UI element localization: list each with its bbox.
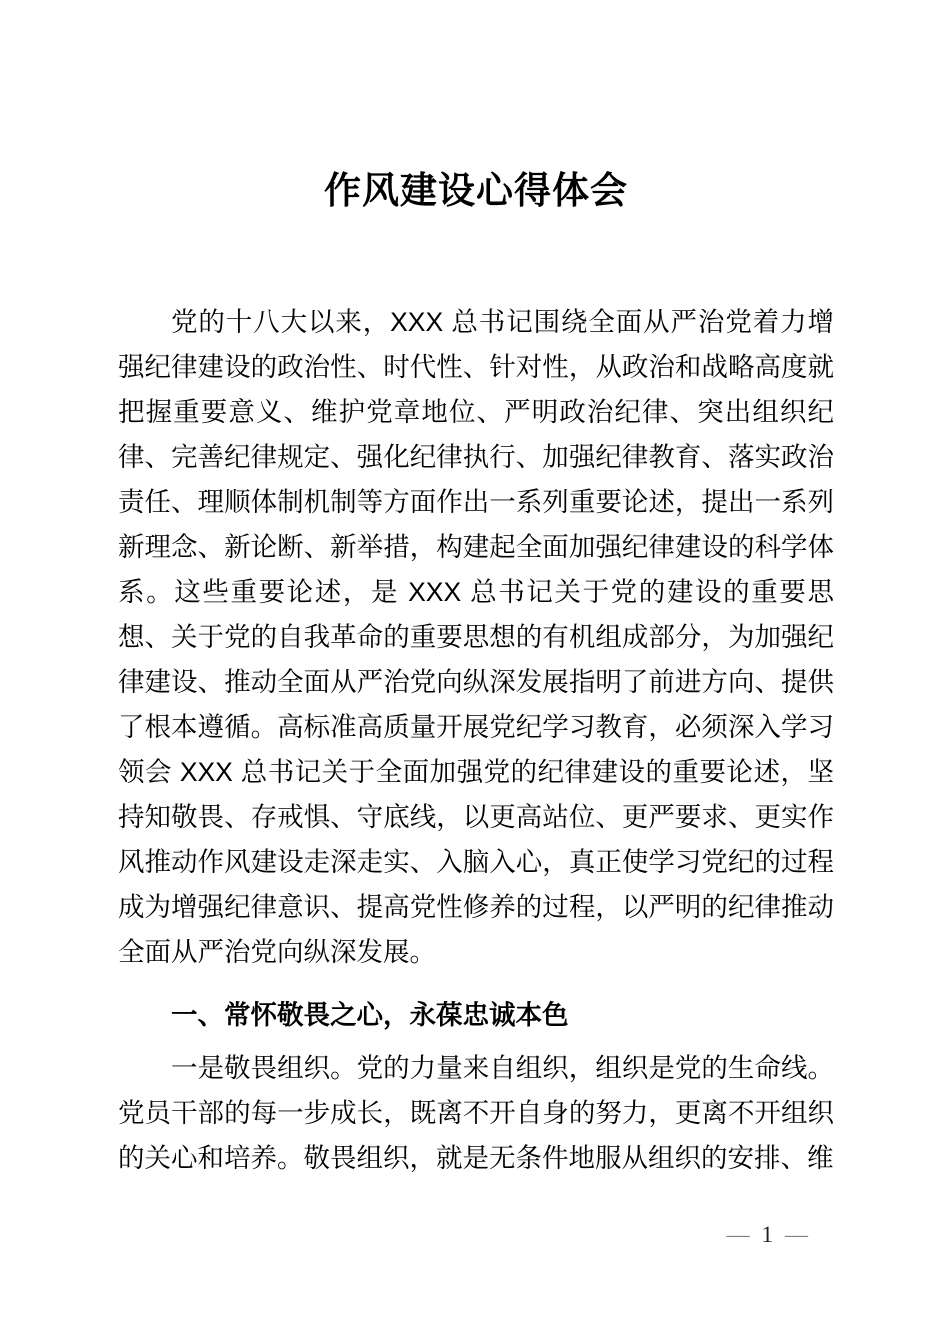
paragraph-section-1-point-1: 一是敬畏组织。党的力量来自组织，组织是党的生命线。党员干部的每一步成长，既离不开自身的努力，更离不开组织的关心和培养。敬畏组织，就是无条件地服从组织的安排、维 [118, 1053, 834, 1173]
footer-dash-left: — [726, 1222, 750, 1247]
section-1-heading: 一、常怀敬畏之心，永葆忠诚本色 [171, 1000, 569, 1030]
page-footer [727, 1222, 809, 1248]
document-content [118, 0, 834, 1181]
document-title [118, 166, 834, 216]
document-title-text: 作风建设心得体会 [324, 170, 628, 211]
footer-page-number: 1 [761, 1222, 773, 1247]
paragraph-introduction: 党的十八大以来，XXX 总书记围绕全面从严治党着力增强纪律建设的政治性、时代性、针对性，从政治和战略高度就把握重要意义、维护党章地位、严明政治纪律、突出组织纪律、完善纪律规定、强化纪律执行、加强纪律教育、落实政治责任、理顺体制机制等方面作出一系列重要论述，提出一系列新理念、新论断、新举措，构建起全面加强纪律建设的科学体系。这些重要论述，是 XXX 总书记关于党的建设的重要思想、关于党的自我革命的重要思想的有机组成部分，为加强纪律建设、推动全面从严治党向纵深发展指明了前进方向、提供了根本遵循。高标准高质量开展党纪学习教育，必须深入学习领会 XXX 总书记关于全面加强党的纪律建设的重要论述，坚持知敬畏、存戒惧、守底线，以更高站位、更严要求、更实作风推动作风建设走深走实、入脑入心，真正使学习党纪的过程成为增强纪律意识、提高党性修养的过程，以严明的纪律推动全面从严治党向纵深发展。 [118, 307, 834, 967]
footer-dash-right: — [785, 1222, 808, 1247]
